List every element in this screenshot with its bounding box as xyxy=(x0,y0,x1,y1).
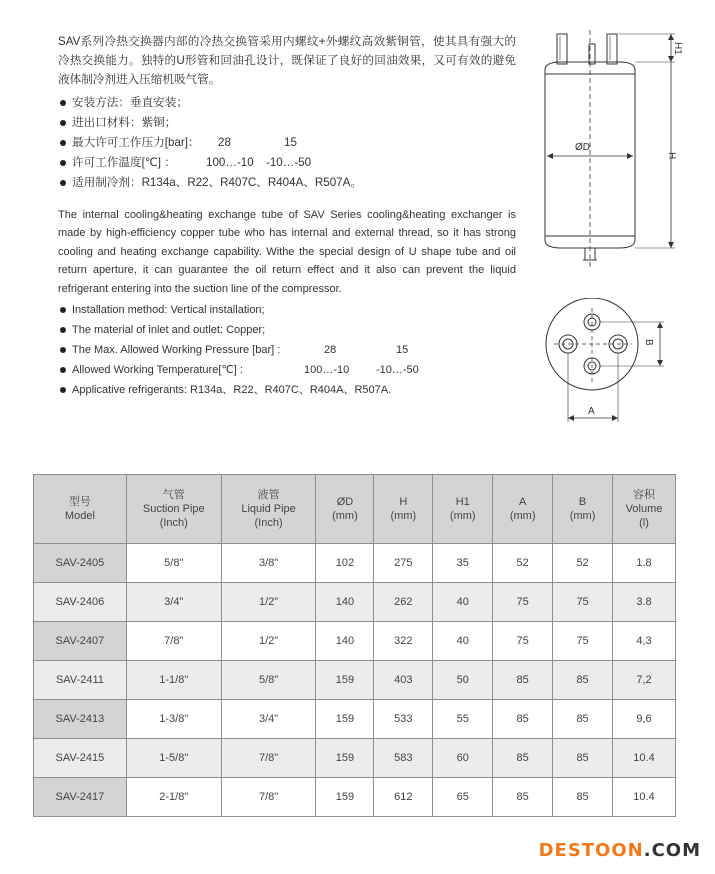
list-item xyxy=(58,133,516,153)
list-item xyxy=(58,380,516,400)
table-row xyxy=(34,739,676,778)
list-item xyxy=(58,113,516,133)
table-cell: 85 xyxy=(493,700,553,739)
table-cell: 140 xyxy=(316,622,374,661)
table-cell: 5/8" xyxy=(126,544,221,583)
list-item xyxy=(58,300,516,320)
table-cell: 322 xyxy=(374,622,433,661)
header-liquid-pipe: 液管 Liquid Pipe (Inch) xyxy=(221,475,316,544)
material-en: The material of inlet and outlet: Copper; xyxy=(72,324,266,337)
list-item xyxy=(58,360,516,380)
b-label: B xyxy=(643,339,654,346)
table-cell: 40 xyxy=(433,583,493,622)
table-cell: 262 xyxy=(374,583,433,622)
temperature-label-en: Allowed Working Temperature[℃] : xyxy=(72,364,243,377)
table-cell: 75 xyxy=(553,622,613,661)
table-cell: 275 xyxy=(374,544,433,583)
table-row xyxy=(34,583,676,622)
model-cell: SAV-2417 xyxy=(34,778,127,817)
model-cell: SAV-2415 xyxy=(34,739,127,778)
table-cell: 1.8 xyxy=(613,544,676,583)
table-row xyxy=(34,778,676,817)
table-cell: 7/8" xyxy=(221,778,316,817)
table-cell: 35 xyxy=(433,544,493,583)
liquid-pipe xyxy=(607,34,617,64)
table-cell: 3/4" xyxy=(221,700,316,739)
pressure-label-en: The Max. Allowed Working Pressure [bar] : xyxy=(72,344,281,357)
table-cell: 9,6 xyxy=(613,700,676,739)
table-row xyxy=(34,661,676,700)
specification-table xyxy=(33,474,676,817)
pressure-label-cn: 最大许可工作压力[bar]： xyxy=(72,136,200,149)
h-label: H xyxy=(666,152,677,160)
list-item xyxy=(58,153,516,173)
temperature-value-2-cn: -10…-50 xyxy=(266,156,312,169)
table-cell: 4,3 xyxy=(613,622,676,661)
header-model: 型号 Model xyxy=(34,475,127,544)
english-paragraph: The internal cooling&heating exchange tube of SAV Series cooling&heating exchanger is made by high-efficiency copper tube who has internal and external thread, so it has strong cooling and heating exchange capability. Withe the special design of U shape tube and oil return aperture, it can guarantee the oil return effect and it also can prevent the liquid refrigerant entering into the suction line of the compressor. xyxy=(58,209,516,295)
model-cell: SAV-2411 xyxy=(34,661,127,700)
model-cell: SAV-2407 xyxy=(34,622,127,661)
suction-pipe xyxy=(557,34,567,64)
model-cell: SAV-2413 xyxy=(34,700,127,739)
table-cell: 159 xyxy=(316,739,374,778)
h1-label: H1 xyxy=(672,42,683,55)
list-item xyxy=(58,320,516,340)
table-cell: 55 xyxy=(433,700,493,739)
table-cell: 1/2" xyxy=(221,622,316,661)
refrigerants-cn: 适用制冷剂：R134a、R22、R407C、R404A、R507A。 xyxy=(72,176,362,189)
table-cell: 75 xyxy=(493,622,553,661)
header-volume: 容积 Volume (l) xyxy=(613,475,676,544)
table-cell: 533 xyxy=(374,700,433,739)
table-cell: 85 xyxy=(493,778,553,817)
table-cell: 159 xyxy=(316,700,374,739)
english-description xyxy=(58,206,516,400)
english-spec-list xyxy=(58,300,516,400)
table-cell: 159 xyxy=(316,778,374,817)
table-cell: 75 xyxy=(493,583,553,622)
header-h1: H1 (mm) xyxy=(433,475,493,544)
table-cell: 50 xyxy=(433,661,493,700)
header-b: B (mm) xyxy=(553,475,613,544)
destoon-watermark: DESTOON.COM xyxy=(538,840,701,861)
pressure-value-1-en: 28 xyxy=(324,344,337,357)
pressure-value-1-cn: 28 xyxy=(218,136,231,149)
top-view-drawing xyxy=(540,298,680,428)
table-cell: 612 xyxy=(374,778,433,817)
table-cell: 85 xyxy=(553,661,613,700)
table-cell: 3.8 xyxy=(613,583,676,622)
model-cell: SAV-2406 xyxy=(34,583,127,622)
table-cell: 1/2" xyxy=(221,583,316,622)
pressure-value-2-en: 15 xyxy=(396,344,409,357)
table-cell: 85 xyxy=(493,661,553,700)
table-cell: 1-1/8" xyxy=(126,661,221,700)
table-cell: 1-5/8" xyxy=(126,739,221,778)
table-header-row xyxy=(34,475,676,544)
table-cell: 85 xyxy=(553,778,613,817)
table-cell: 403 xyxy=(374,661,433,700)
list-item xyxy=(58,340,516,360)
table-cell: 102 xyxy=(316,544,374,583)
table-cell: 10.4 xyxy=(613,739,676,778)
table-cell: 3/4" xyxy=(126,583,221,622)
list-item xyxy=(58,173,516,193)
table-cell: 7/8" xyxy=(126,622,221,661)
temperature-value-1-cn: 100…-10 xyxy=(206,156,254,169)
a-label: A xyxy=(588,406,595,417)
refrigerants-en: Applicative refrigerants: R134a、R22、R407C、R404A、R507A. xyxy=(72,384,392,397)
table-row xyxy=(34,622,676,661)
temperature-value-2-en: -10…-50 xyxy=(376,364,419,377)
chinese-description xyxy=(58,32,516,193)
table-cell: 2-1/8" xyxy=(126,778,221,817)
table-cell: 140 xyxy=(316,583,374,622)
chinese-paragraph: SAV系列冷热交换器内部的冷热交换管采用内螺纹+外螺纹高效紫铜管，使其具有强大的冷热交换能力。独特的U形管和回油孔设计，既保证了良好的回油效果，又可有效的避免液体制冷剂进入压缩机吸气管。 xyxy=(58,35,516,86)
material-cn: 进出口材料：紫铜； xyxy=(72,116,177,129)
table-cell: 85 xyxy=(553,739,613,778)
list-item xyxy=(58,93,516,113)
header-diameter: ØD (mm) xyxy=(316,475,374,544)
side-view-drawing xyxy=(535,26,695,276)
table-cell: 7/8" xyxy=(221,739,316,778)
table-cell: 52 xyxy=(493,544,553,583)
temperature-label-cn: 许可工作温度[℃] ： xyxy=(72,156,176,169)
table-cell: 85 xyxy=(553,700,613,739)
table-cell: 5/8" xyxy=(221,661,316,700)
chinese-spec-list xyxy=(58,93,516,193)
table-cell: 75 xyxy=(553,583,613,622)
table-cell: 7,2 xyxy=(613,661,676,700)
table-row xyxy=(34,544,676,583)
table-cell: 65 xyxy=(433,778,493,817)
temperature-value-1-en: 100…-10 xyxy=(304,364,350,377)
header-h: H (mm) xyxy=(374,475,433,544)
diameter-label: ØD xyxy=(575,142,590,153)
table-cell: 583 xyxy=(374,739,433,778)
install-method-en: Installation method: Vertical installation; xyxy=(72,304,265,317)
table-cell: 52 xyxy=(553,544,613,583)
install-method-cn: 安装方法：垂直安装； xyxy=(72,96,188,109)
table-cell: 1-3/8" xyxy=(126,700,221,739)
table-cell: 40 xyxy=(433,622,493,661)
header-a: A (mm) xyxy=(493,475,553,544)
table-cell: 85 xyxy=(493,739,553,778)
table-cell: 10.4 xyxy=(613,778,676,817)
pressure-value-2-cn: 15 xyxy=(284,136,297,149)
table-cell: 159 xyxy=(316,661,374,700)
table-cell: 3/8" xyxy=(221,544,316,583)
header-suction-pipe: 气管 Suction Pipe (Inch) xyxy=(126,475,221,544)
table-row xyxy=(34,700,676,739)
table-cell: 60 xyxy=(433,739,493,778)
model-cell: SAV-2405 xyxy=(34,544,127,583)
